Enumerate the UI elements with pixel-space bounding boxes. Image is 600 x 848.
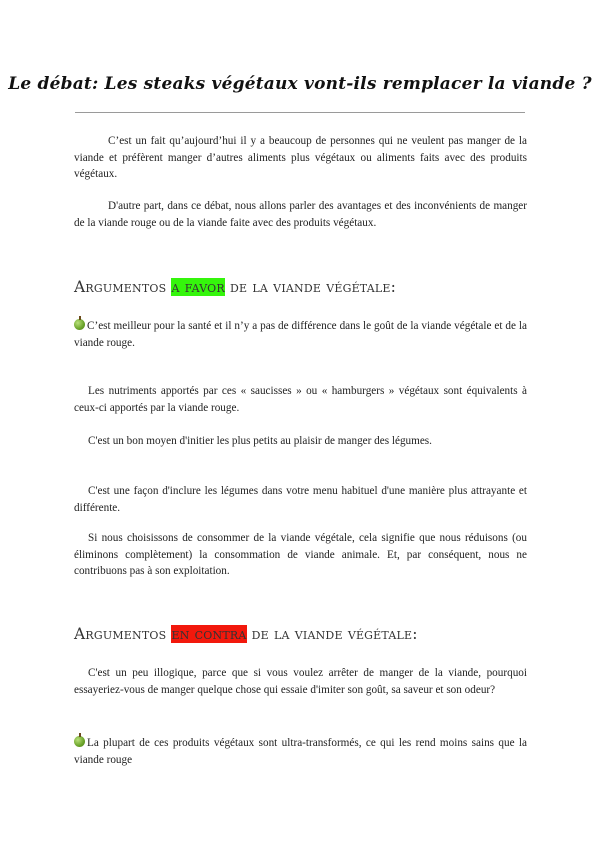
against-item-1: C'est un peu illogique, parce que si vous voulez arrêter de manger de la viande, pourquoi essayeriez-vous de manger quelque chose qui essaie d'imiter son goût, sa saveur et son odeur? <box>74 667 527 696</box>
against-item-2: La plupart de ces produits végétaux sont ultra-transformés, ce qui les rend moins sains que la viande rouge <box>74 737 527 766</box>
favor-item-3: C'est un bon moyen d'initier les plus petits au plaisir de manger des légumes. <box>88 435 432 447</box>
document-title: Le débat: Les steaks végétaux vont-ils remplacer la viande ? <box>8 74 592 94</box>
favor-item-5: Si nous choisissons de consommer de la viande végétale, cela signifie que nous réduisons (ou éliminons complètement) la consommation de viande animale. Et, par conséquent, nous ne contribuons pas à son exploitation. <box>74 532 527 577</box>
title-divider <box>75 112 525 113</box>
green-apple-icon <box>74 319 85 330</box>
favor-item-1: C’est meilleur pour la santé et il n’y a pas de différence dans le goût de la viande végétale et de la viande rouge. <box>74 320 527 349</box>
intro-paragraph-1: C’est un fait qu’aujourd’hui il y a beaucoup de personnes qui ne veulent pas manger de la viande et préfèrent manger d’autres aliments plus végétaux ou aliments faits avec des produits végétaux. <box>74 135 527 180</box>
section-heading-against: Argumentos en contra de la viande végétale: <box>74 625 418 643</box>
section-heading-favor: Argumentos a favor de la viande végétale: <box>74 278 397 296</box>
intro-paragraph-2: D'autre part, dans ce débat, nous allons parler des avantages et des inconvénients de manger de la viande rouge ou de la viande faite avec des produits végétaux. <box>74 200 527 229</box>
green-apple-icon <box>74 736 85 747</box>
against-highlight: en contra <box>171 625 247 643</box>
favor-item-4: C'est une façon d'inclure les légumes dans votre menu habituel d'une manière plus attrayante et différente. <box>74 485 527 514</box>
favor-item-2: Les nutriments apportés par ces « saucisses » ou « hamburgers » végétaux sont équivalents à ceux-ci apportés par la viande rouge. <box>74 385 527 414</box>
favor-highlight: a favor <box>171 278 225 296</box>
